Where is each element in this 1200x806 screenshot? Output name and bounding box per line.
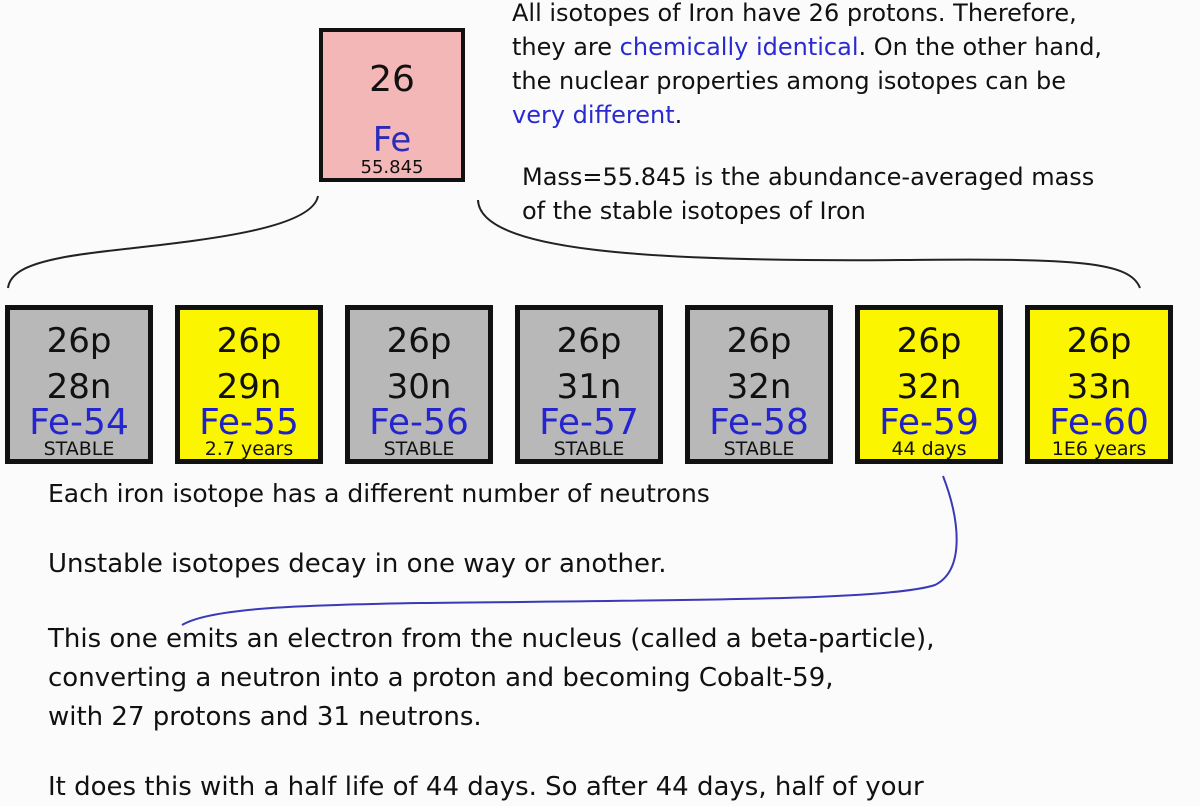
isotope-status: STABLE [553,438,625,460]
iron-element-tile [319,28,465,182]
isotope-neutrons: 32n [896,367,962,407]
chemically-identical-highlight: chemically identical [619,33,859,61]
intro-line-2-pre: they are [512,33,620,61]
isotope-status: STABLE [383,438,455,460]
isotope-protons: 26p [726,321,792,361]
isotope-name: Fe-60 [1049,402,1149,443]
atomic-mass: 55.845 [360,157,424,178]
isotope-name: Fe-55 [199,402,299,443]
isotope-protons: 26p [556,321,622,361]
isotope-status: 2.7 years [204,438,294,460]
isotope-tile-fe-54 [5,305,153,464]
unstable-note: Unstable isotopes decay in one way or another. [48,549,667,579]
beta-line-3: with 27 protons and 31 neutrons. [48,702,482,732]
isotope-name: Fe-56 [369,402,469,443]
isotope-neutrons: 33n [1066,367,1132,407]
intro-line-2 [512,30,1102,64]
isotope-tile-fe-60 [1025,305,1173,464]
intro-line-4-post: . [674,101,683,129]
intro-line-4 [512,98,682,132]
isotope-name: Fe-54 [29,402,129,443]
isotope-neutrons: 28n [46,367,112,407]
isotope-name: Fe-58 [709,402,809,443]
isotope-name: Fe-59 [879,402,979,443]
intro-line-1: All isotopes of Iron have 26 protons. Therefore, [512,0,1077,27]
isotope-neutrons: 32n [726,367,792,407]
half-life-line: It does this with a half life of 44 days. So after 44 days, half of your [48,772,924,802]
intro-line-3: the nuclear properties among isotopes can be [512,67,1067,95]
isotope-protons: 26p [216,321,282,361]
isotope-protons: 26p [46,321,112,361]
beta-line-2: converting a neutron into a proton and becoming Cobalt-59, [48,663,834,693]
neutrons-note: Each iron isotope has a different number of neutrons [48,479,710,508]
mass-note-line-2: of the stable isotopes of Iron [522,197,866,225]
mass-note-line-1: Mass=55.845 is the abundance-averaged mass [522,163,1095,191]
isotope-tile-fe-58 [685,305,833,464]
isotope-status: 1E6 years [1051,438,1147,460]
isotope-tile-fe-55 [175,305,323,464]
isotope-neutrons: 31n [556,367,622,407]
isotope-name: Fe-57 [539,402,639,443]
isotope-neutrons: 29n [216,367,282,407]
isotope-protons: 26p [896,321,962,361]
isotope-neutrons: 30n [386,367,452,407]
left-brace-line [8,196,318,288]
isotope-tile-fe-57 [515,305,663,464]
isotope-status: 44 days [891,438,967,460]
atomic-number: 26 [369,59,415,100]
element-symbol: Fe [372,120,412,160]
very-different-highlight: very different [512,101,675,129]
beta-line-1: This one emits an electron from the nucleus (called a beta-particle), [48,624,935,654]
intro-line-2-post: . On the other hand, [858,33,1103,61]
isotope-protons: 26p [386,321,452,361]
isotope-status: STABLE [723,438,795,460]
isotope-protons: 26p [1066,321,1132,361]
isotope-status: STABLE [43,438,115,460]
isotope-tile-fe-56 [345,305,493,464]
isotope-tile-fe-59 [855,305,1003,464]
